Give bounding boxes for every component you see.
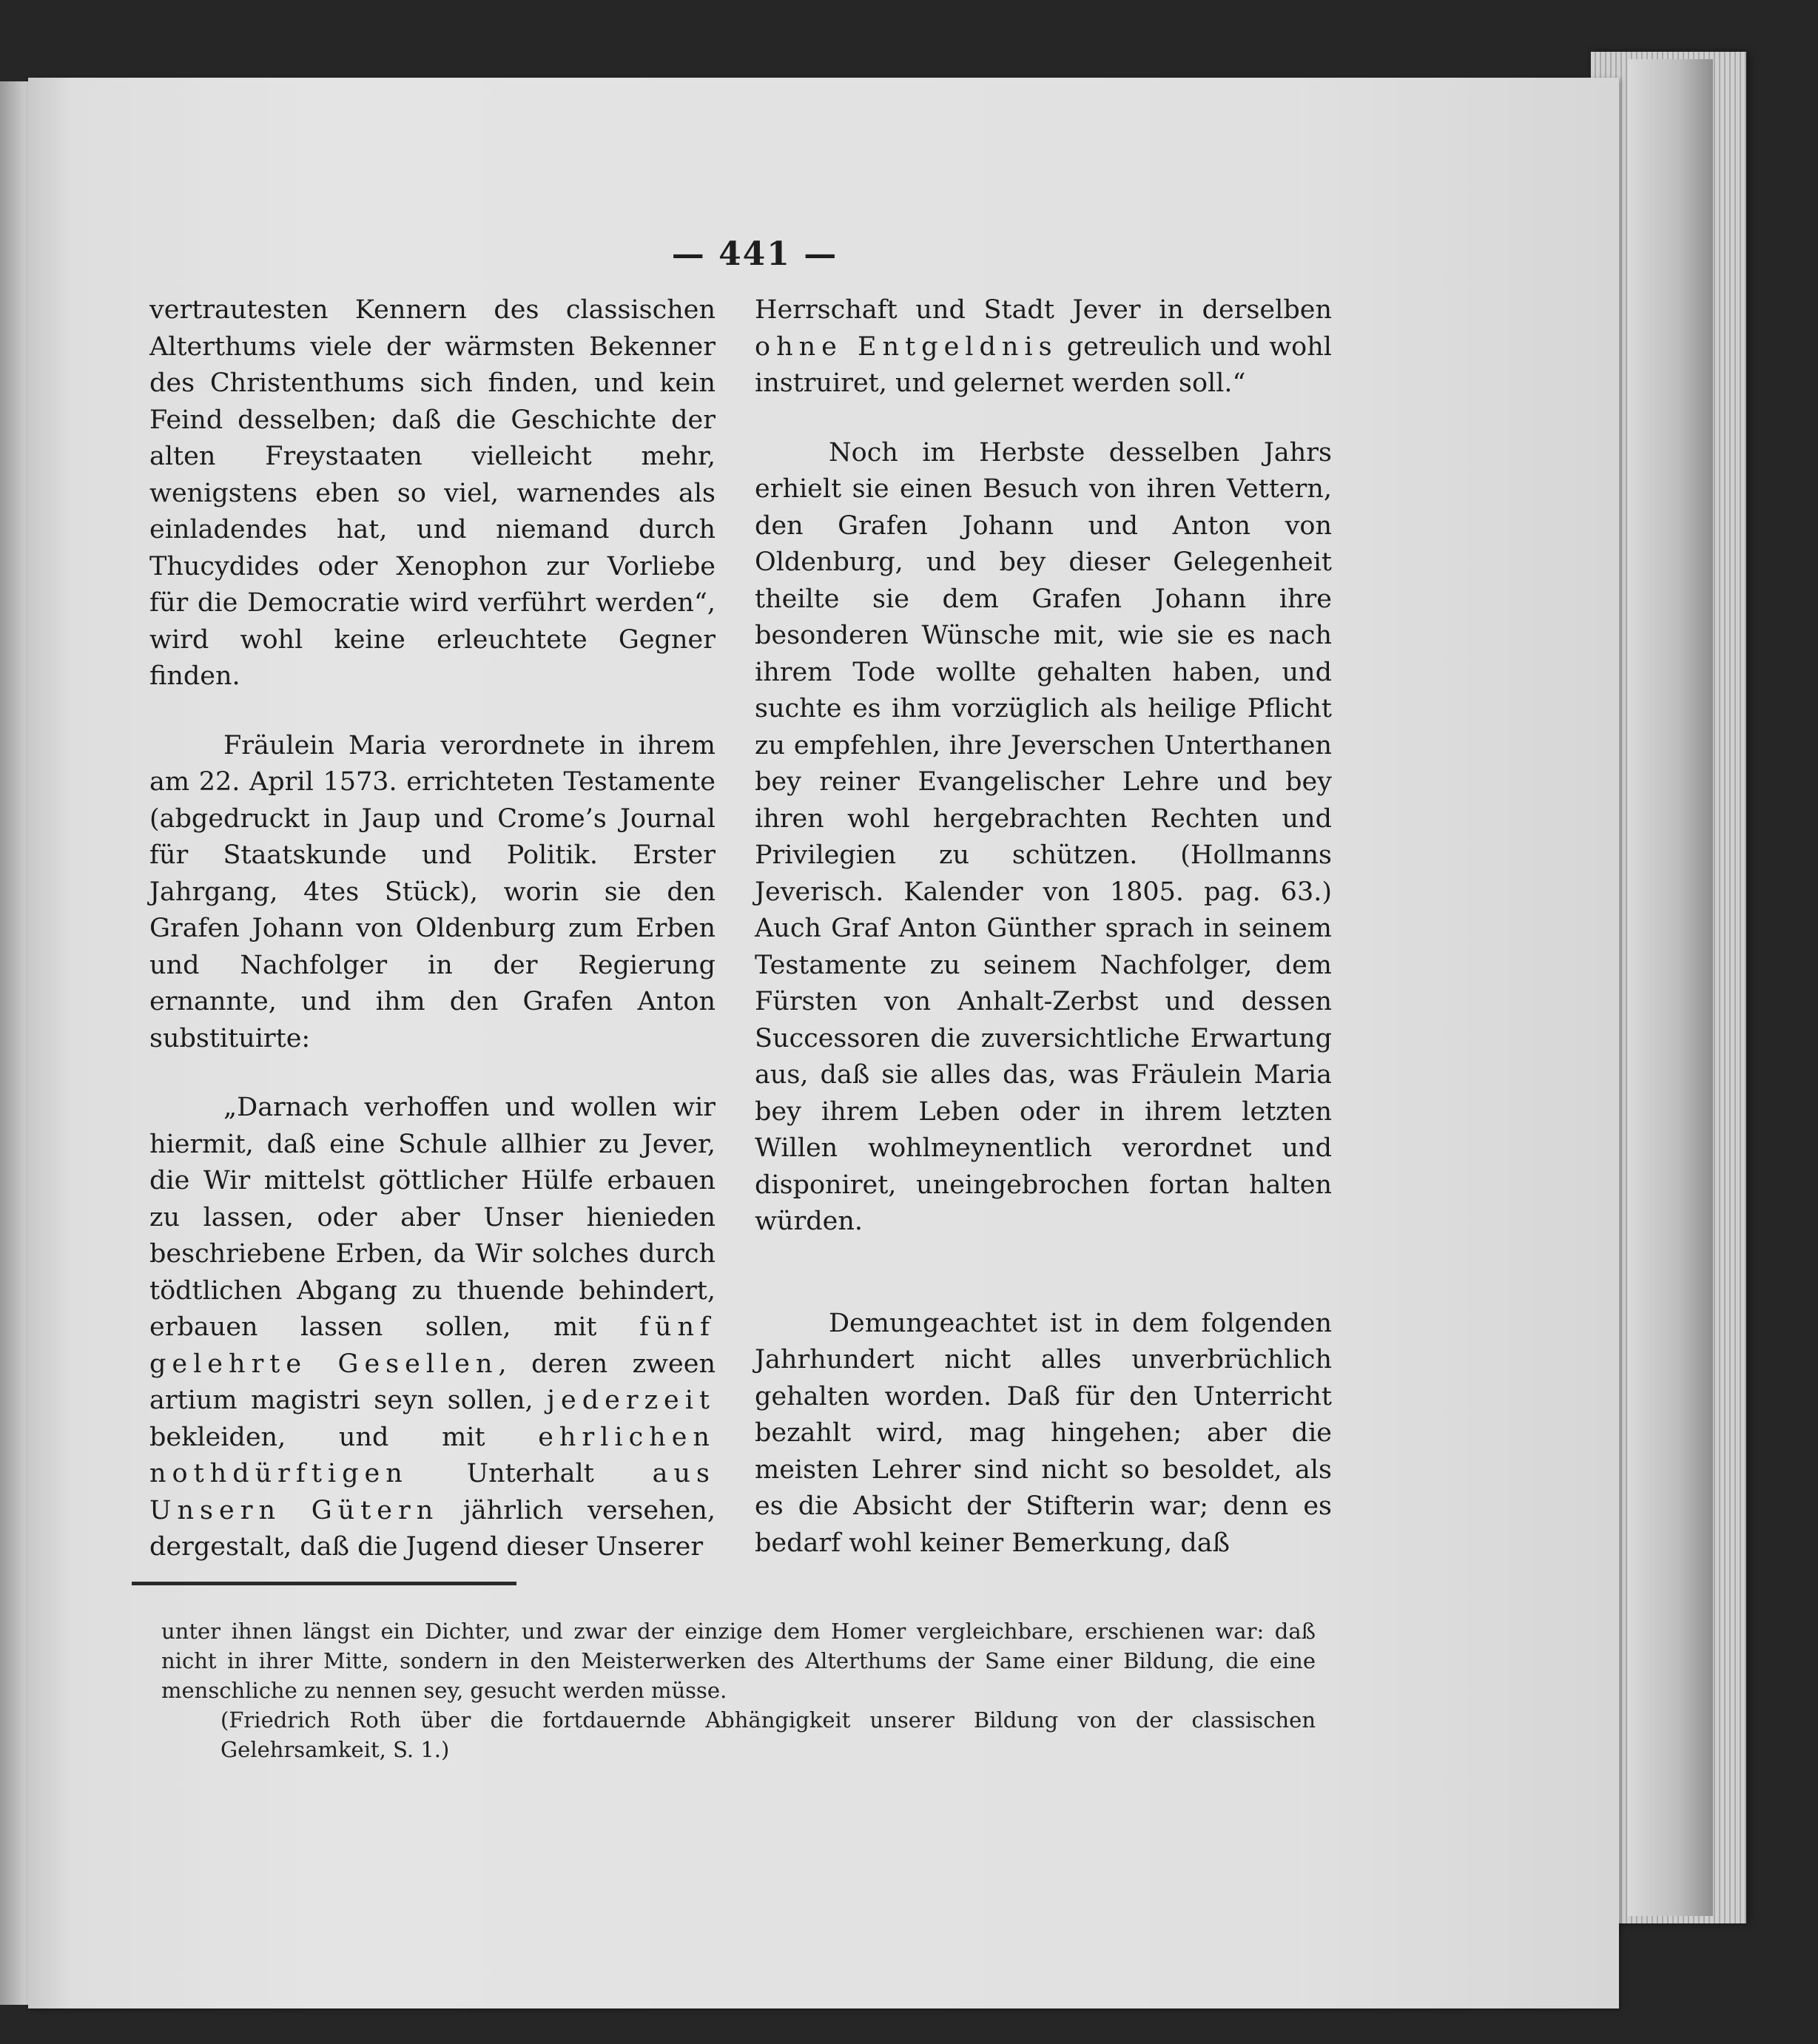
quote-text-c: bekleiden, und mit [149, 1422, 485, 1452]
footnote [161, 1616, 1316, 1764]
spaced-emphasis-3: ehrlichen nothdürftigen [149, 1422, 716, 1488]
quote-text-b: , deren zween artium magistri seyn sollen, [149, 1349, 716, 1415]
spaced-emphasis-5: ohne Entgeldnis [755, 331, 1058, 362]
left-paragraph-2: Fräulein Maria verordnete in ihrem am 22. April 1573. errichteten Testamente (abgedruckt in Jaup und Crome’s Journal für Staatskunde und Politik. Erster Jahrgang, 4tes Stück), worin sie den Grafen Johann von Oldenburg zum Erben und Nachfolger in der Regierung ernannte, und ihm den Grafen Anton substituirte: [149, 730, 716, 1053]
facing-page-edge [0, 81, 30, 2005]
page-number: — 441 — [671, 235, 838, 273]
footnote-divider [132, 1582, 516, 1585]
spaced-emphasis-4: aus Unsern Gütern [149, 1459, 716, 1525]
quote-text-e: jährlich versehen, dergestalt, daß die Jugend dieser Unserer [149, 1495, 716, 1562]
right-paragraph-2: Noch im Herbste desselben Jahrs erhielt sie einen Besuch von ihren Vettern, den Grafen Johann und Anton von Oldenburg, und bey dieser Gelegenheit theilte sie dem Grafen Johann ihre besonderen Wünsche mit, wie sie es nach ihrem Tode wollte gehalten haben, und suchte es ihm vorzüglich als heilige Pflicht zu empfehlen, ihre Jeverschen Unterthanen bey reiner Evangelischer Lehre und bey ihren wohl hergebrachten Rechten und Privilegien zu schützen. (Hollmanns Jeverisch. Kalender von 1805. pag. 63.) Auch Graf Anton Günther sprach in seinem Testamente zu seinem Nachfolger, dem Fürsten von Anhalt-Zerbst und dessen Successoren die zuversichtliche Erwartung aus, daß sie alles das, was Fräulein Maria bey ihrem Leben oder in ihrem letzten Willen wohlmeynentlich verordnet und disponiret, uneingebrochen fortan halten würden. [755, 437, 1332, 1236]
right-paragraph-1 [755, 292, 1332, 402]
right-paragraph-3: Demungeachtet ist in dem folgenden Jahrhundert nicht alles unverbrüchlich gehalten worden. Daß für den Unterricht bezahlt wird, mag hingehen; aber die meisten Lehrer sind nicht so besoldet, als es die Absicht der Stifterin war; denn es bedarf wohl keiner Bemerkung, daß [755, 1308, 1332, 1558]
quote-text-a: „Darnach verhoffen und wollen wir hiermit, daß eine Schule allhier zu Jever, die Wir mittelst göttlicher Hülfe erbauen zu lassen, oder aber Unser hienieden beschriebene Erben, da Wir solches durch tödtlichen Abgang zu thuende behindert, erbauen lassen sollen, mit [149, 1093, 716, 1342]
footnote-text: unter ihnen längst ein Dichter, und zwar der einzige dem Homer vergleichbare, erschienen war: daß nicht in ihrer Mitte, sondern in den Meisterwerken des Alterthums der Same einer Bildung, die eine menschliche zu nennen sey, gesucht werden müsse. [161, 1619, 1316, 1703]
right-column [755, 292, 1332, 1562]
spaced-emphasis-2: jederzeit [547, 1386, 716, 1415]
right-text-a: Herrschaft und Stadt Jever in derselben [755, 295, 1332, 325]
left-paragraph-quote [149, 1090, 716, 1566]
spaced-emphasis-1: fünf gelehrte Gesellen [149, 1312, 716, 1379]
book-cover-edge [1628, 59, 1713, 1916]
right-text-b: getreulich und wohl instruiret, und gelernet werden soll.“ [755, 331, 1332, 398]
left-column [149, 292, 716, 1566]
quote-text-d: Unterhalt [408, 1459, 594, 1488]
left-paragraph-1: vertrautesten Kennern des classischen Alterthums viele der wärmsten Bekenner des Christenthums sich finden, und kein Feind desselben; daß die Geschichte der alten Freystaaten vielleicht mehr, wenigstens eben so viel, warnendes als einladendes hat, und niemand durch Thucydides oder Xenophon zur Vorliebe für die Democratie wird verführt werden“, wird wohl keine erleuchtete Gegner finden. [149, 295, 716, 691]
footnote-citation: (Friedrich Roth über die fortdauernde Abhängigkeit unserer Bildung von der classischen Gelehrsamkeit, S. 1.) [220, 1707, 1316, 1762]
